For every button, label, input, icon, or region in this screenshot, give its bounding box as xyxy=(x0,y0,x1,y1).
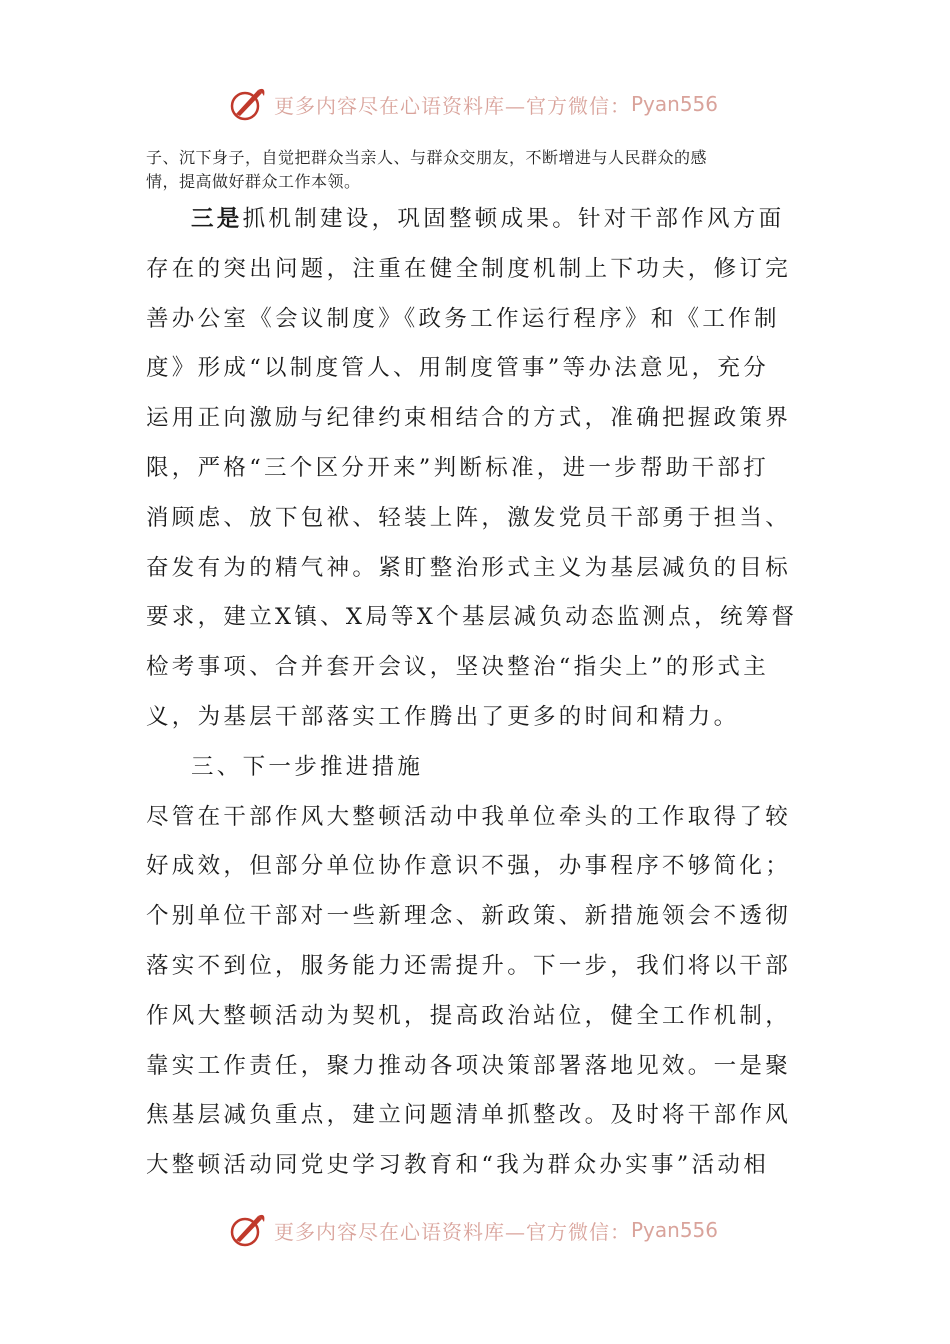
text-line: 好成效，但部分单位协作意识不强，办事程序不够简化； xyxy=(146,853,792,880)
text-line: 义，为基层干部落实工作腾出了更多的时间和精力。 xyxy=(146,703,740,730)
lead-bold: 三是 xyxy=(191,206,243,232)
text-line: 限，严格“三个区分开来”判断标准，进一步帮助干部打 xyxy=(146,454,770,481)
text-line: 抓机制建设，巩固整顿成果。针对干部作风方面 xyxy=(242,206,785,232)
section-heading: 三、下一步推进措施 xyxy=(191,753,424,780)
quill-logo-icon xyxy=(228,84,268,124)
quill-logo-icon xyxy=(228,1210,268,1250)
body-content xyxy=(146,195,808,1191)
text-line: 善办公室《会议制度》《政务工作运行程序》和《工作制 xyxy=(146,305,780,332)
text-line: 个别单位干部对一些新理念、新政策、新措施领会不透彻 xyxy=(146,903,792,930)
banner-text: 更多内容尽在心语资料库—官方微信： xyxy=(274,1219,631,1244)
top-paragraph xyxy=(146,146,818,194)
text-line: 存在的突出问题，注重在健全制度机制上下功夫，修订完 xyxy=(146,255,792,282)
text-line: 消顾虑、放下包袱、轻装上阵，激发党员干部勇于担当、 xyxy=(146,504,792,531)
banner-wechat-id: Pyan556 xyxy=(631,92,719,116)
text-line: 落实不到位，服务能力还需提升。下一步，我们将以干部 xyxy=(146,952,792,979)
text-line: 大整顿活动同党史学习教育和“我为群众办实事”活动相 xyxy=(146,1152,770,1179)
text-line: 尽管在干部作风大整顿活动中我单位牵头的工作取得了较 xyxy=(146,803,792,830)
header-banner xyxy=(228,82,748,126)
text-line: 运用正向激励与纪律约束相结合的方式，准确把握政策界 xyxy=(146,405,792,432)
banner-wechat-id: Pyan556 xyxy=(631,1218,719,1242)
text-line: 要求，建立X镇、X局等X个基层减负动态监测点，统筹督 xyxy=(146,604,798,631)
text-line: 靠实工作责任，聚力推动各项决策部署落地见效。一是聚 xyxy=(146,1052,792,1079)
text-line: 奋发有为的精气神。紧盯整治形式主义为基层减负的目标 xyxy=(146,554,792,581)
text-line: 焦基层减负重点，建立问题清单抓整改。及时将干部作风 xyxy=(146,1102,792,1129)
text-line: 子、沉下身子，自觉把群众当亲人、与群众交朋友，不断增进与人民群众的感 xyxy=(146,148,708,167)
text-line: 度》形成“以制度管人、用制度管事”等办法意见，充分 xyxy=(146,355,770,382)
banner-text: 更多内容尽在心语资料库—官方微信： xyxy=(274,93,631,118)
text-line: 情，提高做好群众工作本领。 xyxy=(146,172,361,191)
text-line: 检考事项、合并套开会议，坚决整治“指尖上”的形式主 xyxy=(146,654,770,681)
text-line: 作风大整顿活动为契机，提高政治站位，健全工作机制， xyxy=(146,1002,792,1029)
footer-banner xyxy=(228,1208,748,1252)
section-three-first-line xyxy=(146,195,808,245)
